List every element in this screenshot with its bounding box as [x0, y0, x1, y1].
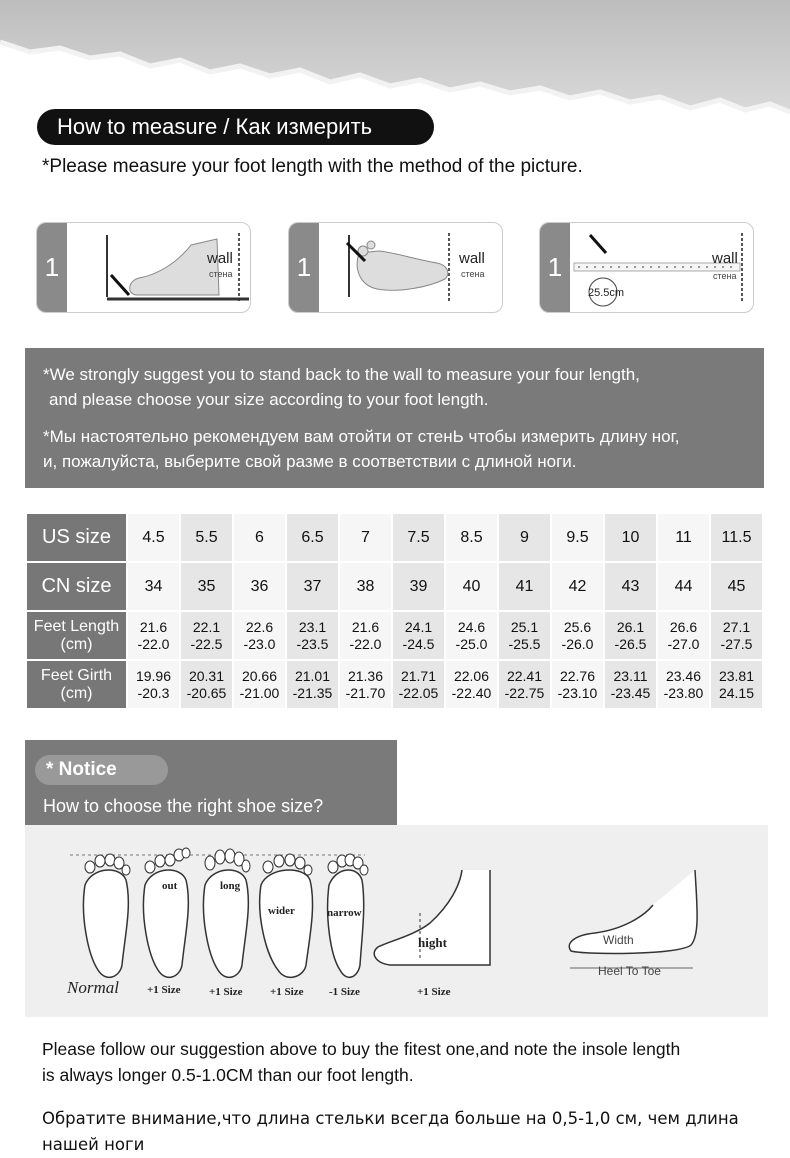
- size-cell: [552, 661, 603, 708]
- size-cell: 7: [340, 514, 391, 561]
- range-start: 24.6: [457, 618, 486, 635]
- size-cell: 8.5: [446, 514, 497, 561]
- size-cell: [552, 612, 603, 659]
- svg-text:Heel To Toe: Heel To Toe: [598, 964, 661, 978]
- suggestion-ru-line1: *Мы настоятельно рекомендуем вам отойти от стенЬ чтобы измерить длину ног,: [43, 427, 680, 446]
- footer-en-line1: Please follow our suggestion above to buy the fitest one,and note the insole length: [42, 1039, 681, 1059]
- range-end: -21.70: [345, 684, 386, 701]
- footer-note-ru: [42, 1106, 762, 1158]
- size-cell: [393, 612, 444, 659]
- suggestion-ru-line2: и, пожалуйста, выберите свой разме в соответствии с длиной ноги.: [43, 452, 577, 471]
- size-cell: 41: [499, 563, 550, 610]
- size-row: [27, 612, 762, 659]
- range-end: 24.15: [718, 684, 755, 701]
- size-row-header: CN size: [27, 563, 126, 610]
- suggestion-box: [25, 348, 764, 488]
- size-cell: 45: [711, 563, 762, 610]
- range-start: 21.01: [294, 667, 331, 684]
- range-start: 26.1: [616, 618, 645, 635]
- range-end: -20.3: [137, 684, 170, 701]
- svg-text:narrow: narrow: [327, 907, 362, 919]
- size-cell: [658, 612, 709, 659]
- svg-text:hight: hight: [418, 935, 447, 950]
- range-start: 21.6: [351, 618, 380, 635]
- size-cell: [340, 661, 391, 708]
- range-end: -24.5: [402, 635, 435, 652]
- row-unit: (cm): [60, 684, 93, 702]
- range-end: -25.0: [455, 635, 488, 652]
- size-cell: [234, 661, 285, 708]
- range-end: -22.40: [451, 684, 492, 701]
- measurement-value: 25.5cm: [588, 287, 625, 299]
- size-cell: 35: [181, 563, 232, 610]
- wall-label-ru: стена: [713, 271, 737, 281]
- notice-panel: [25, 740, 397, 825]
- wall-label: wall: [207, 250, 233, 267]
- range-end: -22.75: [504, 684, 545, 701]
- row-label: Feet Girth: [40, 666, 113, 684]
- range-end: -21.00: [239, 684, 280, 701]
- size-cell: 5.5: [181, 514, 232, 561]
- size-cell: 9.5: [552, 514, 603, 561]
- size-cell: 6.5: [287, 514, 338, 561]
- size-cell: 37: [287, 563, 338, 610]
- range-end: -23.80: [663, 684, 704, 701]
- range-start: 19.96: [135, 667, 172, 684]
- torn-paper-banner: [0, 0, 790, 125]
- range-end: -22.0: [137, 635, 170, 652]
- range-start: 26.6: [669, 618, 698, 635]
- size-cell: 38: [340, 563, 391, 610]
- size-cell: [128, 661, 179, 708]
- section-title-pill: How to measure / Как измерить: [37, 109, 434, 145]
- fit-guide-diagram: [25, 825, 768, 1017]
- range-start: 20.66: [241, 667, 278, 684]
- size-cell: [446, 661, 497, 708]
- size-cell: 39: [393, 563, 444, 610]
- range-end: -23.45: [610, 684, 651, 701]
- size-cell: [181, 661, 232, 708]
- size-cell: [128, 612, 179, 659]
- size-cell: [393, 661, 444, 708]
- range-end: -22.05: [398, 684, 439, 701]
- size-chart-table: [25, 512, 764, 710]
- range-start: 27.1: [722, 618, 751, 635]
- size-cell: [499, 661, 550, 708]
- size-cell: 11: [658, 514, 709, 561]
- range-start: 23.81: [718, 667, 755, 684]
- notice-question: How to choose the right shoe size?: [43, 796, 324, 816]
- foot-side-width: [569, 870, 697, 978]
- range-end: -26.5: [614, 635, 647, 652]
- caption-long: +1 Size: [209, 986, 243, 998]
- side-foot-illustration: [67, 223, 251, 313]
- measure-card-top: [288, 222, 503, 313]
- foot-out: [143, 848, 190, 977]
- range-start: 23.1: [298, 618, 327, 635]
- range-end: -22.0: [349, 635, 382, 652]
- size-cell: [287, 661, 338, 708]
- size-cell: [711, 661, 762, 708]
- caption-hight: +1 Size: [417, 986, 451, 998]
- svg-text:out: out: [162, 880, 178, 892]
- measure-card-side: [36, 222, 251, 313]
- suggestion-en-line2: and please choose your size according to your foot length.: [49, 390, 489, 409]
- size-cell: 4.5: [128, 514, 179, 561]
- range-end: -23.5: [296, 635, 329, 652]
- size-cell: [499, 612, 550, 659]
- caption-narrow: -1 Size: [329, 986, 360, 998]
- notice-tag: * Notice: [35, 755, 168, 785]
- size-row-header: [27, 612, 126, 659]
- svg-text:Width: Width: [603, 933, 634, 947]
- size-cell: 44: [658, 563, 709, 610]
- range-start: 21.71: [400, 667, 437, 684]
- range-start: 20.31: [188, 667, 225, 684]
- foot-normal: [83, 854, 130, 977]
- foot-narrow: [327, 854, 368, 977]
- suggestion-en-line1: *We strongly suggest you to stand back to the wall to measure your four length,: [43, 365, 640, 384]
- range-end: -27.0: [667, 635, 700, 652]
- size-row: [27, 514, 762, 561]
- caption-normal: Normal: [67, 978, 119, 997]
- row-unit: (cm): [60, 635, 93, 653]
- size-cell: 6: [234, 514, 285, 561]
- range-end: -26.0: [561, 635, 594, 652]
- size-row: [27, 563, 762, 610]
- size-cell: 9: [499, 514, 550, 561]
- footer-ru-line2: нашей ноги: [42, 1135, 145, 1154]
- measure-instruction: *Please measure your foot length with the method of the picture.: [42, 156, 583, 177]
- range-start: 22.6: [245, 618, 274, 635]
- size-cell: [605, 612, 656, 659]
- size-cell: 10: [605, 514, 656, 561]
- range-end: -21.35: [292, 684, 333, 701]
- ruler-illustration: [570, 223, 754, 313]
- size-cell: [181, 612, 232, 659]
- size-cell: 40: [446, 563, 497, 610]
- range-end: -23.10: [557, 684, 598, 701]
- wall-label-ru: стена: [461, 269, 485, 279]
- size-cell: [711, 612, 762, 659]
- size-row: [27, 661, 762, 708]
- size-cell: 34: [128, 563, 179, 610]
- fit-guide-illustration: [25, 825, 768, 1017]
- wall-label: wall: [712, 250, 738, 267]
- size-cell: 7.5: [393, 514, 444, 561]
- wall-label-ru: стена: [209, 269, 233, 279]
- size-cell: [605, 661, 656, 708]
- measure-card-result: [539, 222, 754, 313]
- size-cell: [340, 612, 391, 659]
- size-cell: 36: [234, 563, 285, 610]
- row-label: Feet Length: [33, 617, 120, 635]
- size-cell: [446, 612, 497, 659]
- range-start: 24.1: [404, 618, 433, 635]
- range-end: -25.5: [508, 635, 541, 652]
- range-start: 25.1: [510, 618, 539, 635]
- range-start: 23.11: [613, 667, 648, 684]
- top-foot-illustration: [319, 223, 503, 313]
- size-cell: [234, 612, 285, 659]
- range-start: 21.36: [347, 667, 384, 684]
- step-number: 1: [289, 223, 319, 312]
- range-end: -20.65: [186, 684, 227, 701]
- wall-label: wall: [459, 250, 485, 267]
- step-number: 1: [37, 223, 67, 312]
- size-cell: 11.5: [711, 514, 762, 561]
- size-cell: 43: [605, 563, 656, 610]
- size-cell: [287, 612, 338, 659]
- foot-side-hight: [374, 870, 490, 965]
- foot-long: [203, 849, 250, 977]
- footer-ru-line1: Обратите внимание,что длина стельки всегда больше на 0,5-1,0 см, чем длина: [42, 1109, 739, 1128]
- range-start: 22.1: [192, 618, 221, 635]
- step-number: 1: [540, 223, 570, 312]
- range-start: 23.46: [665, 667, 702, 684]
- range-end: -22.5: [190, 635, 223, 652]
- range-start: 21.6: [139, 618, 168, 635]
- range-start: 22.06: [453, 667, 490, 684]
- footer-en-line2: is always longer 0.5-1.0CM than our foot length.: [42, 1065, 414, 1085]
- caption-out: +1 Size: [147, 984, 181, 996]
- range-start: 25.6: [563, 618, 592, 635]
- size-row-header: [27, 661, 126, 708]
- svg-text:long: long: [220, 880, 241, 892]
- footer-note-en: [42, 1036, 762, 1088]
- size-cell: [658, 661, 709, 708]
- size-cell: 42: [552, 563, 603, 610]
- size-row-header: US size: [27, 514, 126, 561]
- range-end: -27.5: [720, 635, 753, 652]
- range-end: -23.0: [243, 635, 276, 652]
- foot-wider: [260, 854, 313, 977]
- svg-text:wider: wider: [268, 905, 295, 917]
- range-start: 22.76: [559, 667, 596, 684]
- range-start: 22.41: [506, 667, 543, 684]
- caption-wider: +1 Size: [270, 986, 304, 998]
